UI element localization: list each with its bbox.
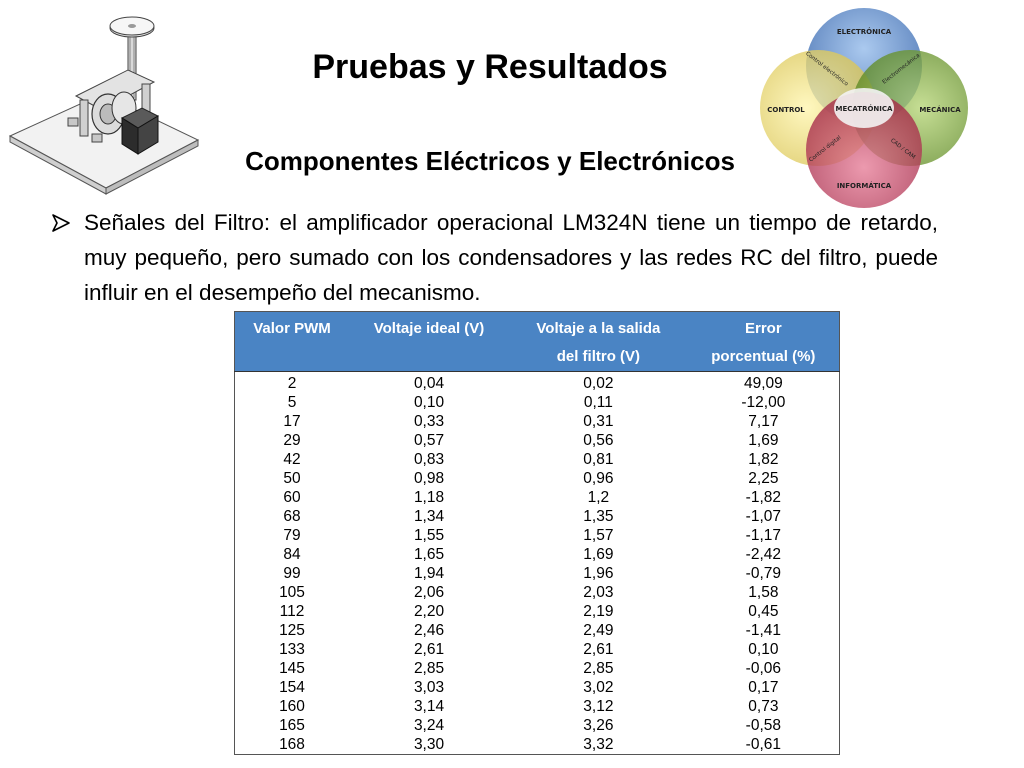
mechatronics-venn-logo [756, 4, 972, 210]
cell-error-porcentual: 2,25 [748, 470, 779, 487]
cell-voltaje-salida: 0,11 [583, 394, 613, 411]
cell-valor-pwm: 112 [279, 603, 305, 620]
header-line: Voltaje a la salida [536, 320, 661, 337]
results-table-container [234, 311, 840, 755]
cell-valor-pwm: 125 [279, 622, 305, 639]
cell-valor-pwm: 29 [283, 432, 301, 449]
cell-voltaje-salida: 2,85 [583, 660, 614, 677]
cell-voltaje-ideal: 3,03 [413, 679, 445, 696]
header-voltaje-ideal [349, 312, 509, 372]
cell-error-porcentual: -1,07 [745, 508, 782, 525]
cell-voltaje-ideal: 0,83 [413, 451, 445, 468]
cell-valor-pwm: 168 [279, 736, 305, 753]
cell-valor-pwm: 105 [279, 584, 305, 601]
table-row [235, 469, 840, 488]
venn-label-mecanica: MECÁNICA [919, 106, 961, 114]
table-row [235, 393, 840, 412]
cell-error-porcentual: -0,06 [745, 660, 782, 677]
cell-valor-pwm: 5 [287, 394, 297, 411]
cell-valor-pwm: 17 [283, 413, 301, 430]
cell-voltaje-salida: 2,49 [583, 622, 614, 639]
cell-voltaje-ideal: 3,14 [413, 698, 445, 715]
cell-voltaje-salida: 3,32 [583, 736, 614, 753]
cell-voltaje-ideal: 0,98 [413, 470, 445, 487]
table-row [235, 716, 840, 735]
cell-error-porcentual: 0,45 [748, 603, 779, 620]
venn-label-mecatronica: MECATRÓNICA [835, 105, 893, 113]
header-line: porcentual (%) [711, 348, 816, 365]
header-valor-pwm [235, 312, 350, 372]
cell-voltaje-ideal: 2,85 [413, 660, 445, 677]
cell-error-porcentual: -1,41 [745, 622, 782, 639]
cell-valor-pwm: 68 [283, 508, 301, 525]
cell-voltaje-salida: 1,35 [583, 508, 614, 525]
cell-valor-pwm: 84 [283, 546, 301, 563]
table-row [235, 507, 840, 526]
cell-voltaje-salida: 2,19 [583, 603, 614, 620]
venn-label-cad-cam: CAD / CAM [889, 137, 917, 161]
cell-voltaje-salida: 1,69 [583, 546, 614, 563]
cell-voltaje-salida: 1,57 [583, 527, 614, 544]
cell-voltaje-salida: 0,56 [583, 432, 614, 449]
cell-error-porcentual: -1,82 [745, 489, 782, 506]
cell-voltaje-ideal: 1,18 [413, 489, 445, 506]
slide-title: Pruebas y Resultados [312, 48, 668, 86]
table-row [235, 659, 840, 678]
cell-error-porcentual: 49,09 [743, 375, 783, 392]
cell-voltaje-salida: 3,02 [583, 679, 614, 696]
cell-voltaje-ideal: 0,10 [413, 394, 445, 411]
table-row [235, 564, 840, 583]
cell-error-porcentual: 0,17 [748, 679, 779, 696]
header-error-porcentual [688, 312, 840, 372]
cell-valor-pwm: 160 [279, 698, 305, 715]
cell-voltaje-ideal: 1,65 [413, 546, 445, 563]
cell-valor-pwm: 79 [283, 527, 301, 544]
cell-voltaje-salida: 2,03 [583, 584, 614, 601]
cell-valor-pwm: 50 [283, 470, 301, 487]
table-row [235, 640, 840, 659]
cell-voltaje-ideal: 0,04 [413, 375, 445, 392]
cell-error-porcentual: -0,58 [745, 717, 782, 734]
cell-voltaje-salida: 3,12 [583, 698, 614, 715]
table-row [235, 431, 840, 450]
venn-label-electronica: ELECTRÓNICA [836, 28, 892, 36]
cell-error-porcentual: -12,00 [741, 394, 786, 411]
mechanism-illustration [6, 8, 202, 198]
venn-label-control-electronico: Control electrónico [804, 50, 849, 88]
arrow-bullet-icon [50, 213, 72, 233]
table-row [235, 526, 840, 545]
cell-voltaje-ideal: 3,24 [413, 717, 445, 734]
cell-valor-pwm: 42 [283, 451, 301, 468]
cell-valor-pwm: 145 [279, 660, 305, 677]
results-table [234, 311, 840, 755]
cell-voltaje-salida: 0,02 [583, 375, 614, 392]
table-body [235, 372, 840, 755]
cell-voltaje-ideal: 1,55 [413, 527, 445, 544]
cell-voltaje-salida: 2,61 [583, 641, 614, 658]
cell-voltaje-salida: 0,81 [583, 451, 614, 468]
cell-error-porcentual: -1,17 [745, 527, 782, 544]
cell-error-porcentual: 0,73 [748, 698, 779, 715]
cell-error-porcentual: 0,10 [748, 641, 779, 658]
cell-error-porcentual: 1,58 [748, 584, 779, 601]
cell-voltaje-salida: 1,2 [587, 489, 610, 506]
cell-voltaje-salida: 0,31 [583, 413, 614, 430]
table-row [235, 450, 840, 469]
table-row [235, 735, 840, 755]
venn-label-informatica: INFORMÁTICA [836, 182, 892, 190]
cell-error-porcentual: -0,61 [745, 736, 782, 753]
cell-valor-pwm: 165 [279, 717, 305, 734]
cell-valor-pwm: 2 [287, 375, 297, 392]
table-row [235, 583, 840, 602]
table-row [235, 697, 840, 716]
header-line: Valor PWM [253, 320, 331, 337]
table-row [235, 602, 840, 621]
cell-voltaje-salida: 3,26 [583, 717, 614, 734]
cell-voltaje-salida: 0,96 [583, 470, 614, 487]
table-row [235, 412, 840, 431]
slide-subtitle: Componentes Eléctricos y Electrónicos [245, 146, 735, 176]
table-row [235, 678, 840, 697]
venn-label-control-digital: Control digital [808, 134, 843, 164]
venn-label-control: CONTROL [767, 106, 805, 114]
cell-voltaje-ideal: 0,33 [413, 413, 445, 430]
table-header-row [235, 312, 840, 372]
header-line: Error [745, 320, 782, 337]
table-row [235, 621, 840, 640]
cell-error-porcentual: 7,17 [748, 413, 779, 430]
table-row [235, 545, 840, 564]
cell-voltaje-salida: 1,96 [583, 565, 614, 582]
bullet-text: Señales del Filtro: el amplificador operacional LM324N tiene un tiempo de retardo, muy pequeño, pero sumado con los condensadores y las redes RC del filtro, puede influir en el desempeño del mecanismo. [84, 210, 938, 305]
cell-valor-pwm: 154 [279, 679, 305, 696]
cell-voltaje-ideal: 1,94 [413, 565, 445, 582]
cell-error-porcentual: -2,42 [745, 546, 782, 563]
cell-valor-pwm: 99 [283, 565, 301, 582]
cell-voltaje-ideal: 2,20 [413, 603, 445, 620]
cell-error-porcentual: -0,79 [745, 565, 782, 582]
cell-voltaje-ideal: 2,46 [413, 622, 445, 639]
header-line: Voltaje ideal (V) [373, 320, 485, 337]
venn-label-electromecanica: Electromecánica [881, 52, 922, 86]
bullet-item [50, 205, 938, 310]
cell-voltaje-ideal: 1,34 [413, 508, 445, 525]
cell-error-porcentual: 1,69 [748, 432, 779, 449]
cell-voltaje-ideal: 3,30 [413, 736, 445, 753]
header-voltaje-salida [509, 312, 688, 372]
cell-voltaje-ideal: 0,57 [413, 432, 445, 449]
cell-voltaje-ideal: 2,61 [413, 641, 445, 658]
table-row [235, 488, 840, 507]
cell-valor-pwm: 133 [279, 641, 305, 658]
table-row [235, 372, 840, 394]
cell-error-porcentual: 1,82 [748, 451, 779, 468]
header-line: del filtro (V) [556, 348, 641, 365]
cell-valor-pwm: 60 [283, 489, 301, 506]
cell-voltaje-ideal: 2,06 [413, 584, 445, 601]
